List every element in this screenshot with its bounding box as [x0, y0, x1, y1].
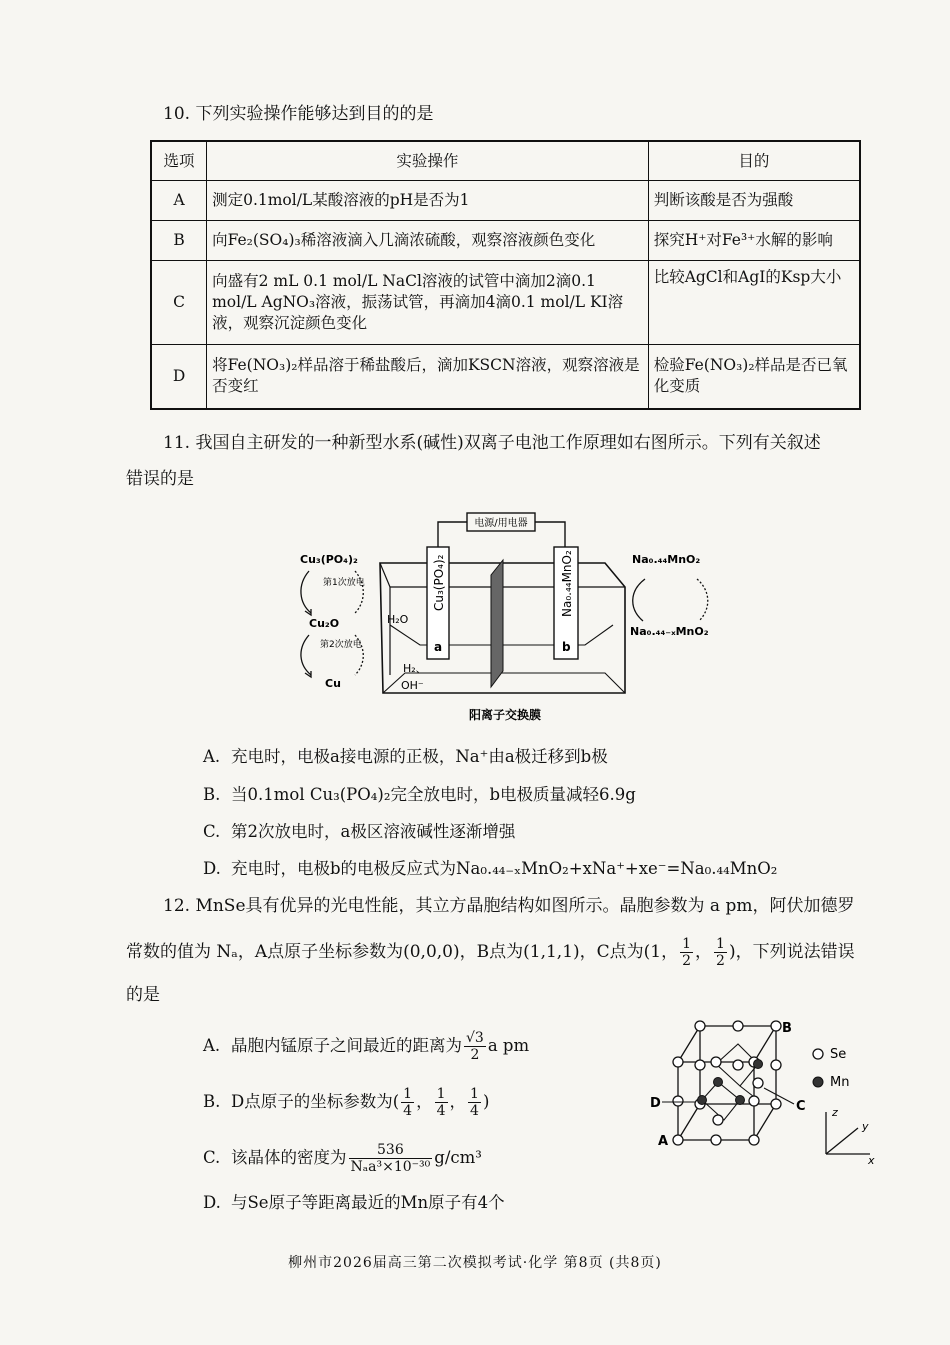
battery-diagram — [295, 505, 715, 730]
axis-y — [826, 1128, 858, 1154]
membrane — [491, 560, 503, 687]
row-option: B — [151, 221, 207, 261]
choice-text-suffix: ) — [482, 1092, 490, 1111]
fraction-quarter — [401, 1086, 414, 1119]
h2o-label: H₂O — [387, 613, 409, 626]
frac-den: 2 — [716, 953, 725, 969]
frac-num: 1 — [716, 936, 725, 952]
electrode-b-letter: b — [562, 640, 571, 654]
na044mno2-label: Na₀.₄₄MnO₂ — [632, 553, 701, 566]
q11-choice-d — [203, 858, 777, 880]
na044xmno2-label: Na₀.₄₄₋ₓMnO₂ — [630, 625, 709, 638]
table-row — [151, 181, 860, 221]
table-row — [151, 345, 860, 409]
choice-label: A. — [203, 1036, 221, 1055]
se-atoms — [673, 1021, 781, 1145]
cu2o-label: Cu₂O — [309, 617, 340, 630]
electrode-left-label: Cu₃(PO₄)₂ — [432, 554, 446, 611]
frac-den: 2 — [682, 953, 692, 969]
fraction-quarter — [435, 1086, 448, 1119]
row-option: A — [151, 181, 207, 221]
q12-line2-prefix: 常数的值为 Nₐ，A点原子坐标参数为(0,0,0)，B点为(1,1,1)，C点为(1， — [126, 942, 679, 962]
q10-title: 10. 下列实验操作能够达到目的的是 — [163, 104, 434, 124]
label-B: B — [782, 1021, 792, 1036]
choice-label: B. — [203, 785, 221, 804]
frac-den: 4 — [436, 1103, 446, 1119]
choice-text: 第2次放电时，a极区溶液碱性逐渐增强 — [231, 822, 516, 841]
cube-edge — [678, 1026, 700, 1062]
axis-x-label: x — [868, 1154, 875, 1167]
oh-label: OH⁻ — [401, 679, 424, 692]
q11-choice-c — [203, 821, 515, 843]
discharge-arrow-2 — [301, 635, 311, 675]
choice-text: 充电时，电极a接电源的正极，Na⁺由a极迁移到b极 — [231, 747, 608, 766]
legend-mn-marker — [813, 1077, 823, 1087]
q12-choice-a — [203, 1030, 529, 1063]
fraction-sqrt3-2 — [464, 1030, 486, 1063]
choice-label: C. — [203, 822, 221, 841]
choice-label: D. — [203, 859, 221, 878]
cube-edge — [678, 1104, 700, 1140]
fraction-density — [349, 1142, 433, 1175]
fraction-half — [714, 936, 727, 969]
frac-num: 1 — [682, 936, 692, 952]
experiment-table — [150, 140, 861, 410]
row-option: D — [151, 345, 207, 409]
row-operation: 测定0.1mol/L某酸溶液的pH是否为1 — [207, 181, 649, 221]
q12-choice-b: B. D点原子的坐标参数为( $\frac{1}{4}$ ， $\frac{1}{4}$ ， $\frac{1}{4}$ ) — [203, 1086, 490, 1119]
device-label: 电源/用电器 — [474, 518, 528, 529]
q11-line2: 错误的是 — [126, 469, 194, 489]
q12-line3: 的是 — [126, 985, 160, 1005]
electrode-right-label: Na₀.₄₄MnO₂ — [560, 550, 574, 617]
frac-den: 4 — [470, 1103, 479, 1119]
crystal-cell-diagram — [648, 1018, 888, 1168]
q11-choice-a — [203, 746, 608, 768]
wire-right — [535, 522, 565, 547]
membrane-label: 阳离子交换膜 — [468, 708, 542, 722]
q12-line2: 常数的值为 Nₐ，A点原子坐标参数为(0,0,0)，B点为(1,1,1)，C点为(1， $\frac{1}{2}$ ， $\frac{1}{2}$ )，下列说法错误 — [126, 936, 855, 969]
frac-num: √3 — [466, 1030, 484, 1046]
choice-text: 当0.1mol Cu₃(PO₄)₂完全放电时，b电极质量减轻6.9g — [231, 785, 636, 804]
row-operation: 将Fe(NO₃)₂样品溶于稀盐酸后，滴加KSCN溶液，观察溶液是否变红 — [207, 345, 649, 409]
q11-choice-b — [203, 784, 636, 806]
choice-text-suffix: a pm — [487, 1036, 530, 1055]
frac-num: 1 — [470, 1086, 479, 1102]
choice-text-suffix: g/cm³ — [434, 1148, 482, 1167]
label-D: D — [650, 1096, 661, 1111]
frac-den: Nₐa³×10⁻³⁰ — [350, 1159, 431, 1175]
row-operation: 向Fe₂(SO₄)₃稀溶液滴入几滴浓硫酸，观察溶液颜色变化 — [207, 221, 649, 261]
row-goal: 比较AgCl和AgI的Ksp大小 — [648, 261, 860, 345]
first-discharge-label: 第1次放电 — [323, 578, 365, 588]
cu3po4-label: Cu₃(PO₄)₂ — [300, 553, 358, 566]
q12-line2-suffix: )，下列说法错误 — [728, 942, 855, 962]
axis-y-label: y — [862, 1120, 869, 1133]
second-discharge-label: 第2次放电 — [320, 640, 362, 650]
row-option: C — [151, 261, 207, 345]
wire-left — [438, 522, 467, 547]
choice-text: 该晶体的密度为 — [231, 1148, 347, 1167]
legend-mn: Mn — [830, 1075, 850, 1090]
fraction-quarter — [468, 1086, 481, 1119]
frac-num: 1 — [436, 1086, 446, 1102]
choice-label: B. — [203, 1092, 221, 1111]
cu-label: Cu — [325, 677, 341, 690]
frac-den: 2 — [470, 1047, 480, 1063]
label-C: C — [796, 1099, 806, 1114]
legend-se-marker — [813, 1049, 823, 1059]
legend-se: Se — [830, 1047, 847, 1062]
q12-choice-d — [203, 1192, 505, 1214]
bond-lines — [702, 1082, 740, 1120]
tank-left-edge — [380, 563, 390, 587]
right-arrow-down — [633, 579, 645, 621]
row-goal: 探究H⁺对Fe³⁺水解的影响 — [648, 221, 860, 261]
q11-line1: 11. 我国自主研发的一种新型水系(碱性)双离子电池工作原理如右图所示。下列有关叙述 — [163, 433, 821, 453]
discharge-arrow-1 — [301, 571, 311, 613]
row-goal: 判断该酸是否为强酸 — [648, 181, 860, 221]
row-goal: 检验Fe(NO₃)₂样品是否已氧化变质 — [648, 345, 860, 409]
header-goal: 目的 — [648, 141, 860, 181]
electrode-a-letter: a — [434, 640, 443, 654]
frac-den: 4 — [403, 1103, 413, 1119]
row-operation: 向盛有2 mL 0.1 mol/L NaCl溶液的试管中滴加2滴0.1 mol/L AgNO₃溶液，振荡试管，再滴加4滴0.1 mol/L KI溶液，观察沉淀颜色变化 — [207, 261, 649, 345]
choice-text: D点原子的坐标参数为( — [231, 1092, 400, 1111]
table-header-row — [151, 141, 860, 181]
header-operation: 实验操作 — [207, 141, 649, 181]
choice-label: C. — [203, 1148, 221, 1167]
q12-line1: 12. MnSe具有优异的光电性能，其立方晶胞结构如图所示。晶胞参数为 a pm，阿伏加德罗 — [163, 896, 855, 916]
page-footer: 柳州市2026届高三第二次模拟考试·化学 第8页 (共8页) — [288, 1255, 662, 1271]
axis-z-label: z — [832, 1106, 838, 1119]
choice-text: 晶胞内锰原子之间最近的距离为 — [231, 1036, 462, 1055]
fraction-half — [680, 936, 693, 969]
choice-text: 与Se原子等距离最近的Mn原子有4个 — [231, 1193, 505, 1212]
choice-text: 充电时，电极b的电极反应式为Na₀.₄₄₋ₓMnO₂+xNa⁺+xe⁻=Na₀.₄₄MnO₂ — [231, 859, 778, 878]
right-arrow-up — [697, 579, 708, 621]
cube-edge — [754, 1104, 776, 1140]
header-option: 选项 — [151, 141, 207, 181]
table-row — [151, 261, 860, 345]
table-row — [151, 221, 860, 261]
frac-num: 536 — [349, 1142, 433, 1159]
h2-label: H₂、 — [403, 662, 427, 675]
q12-choice-c — [203, 1142, 482, 1175]
choice-label: A. — [203, 747, 221, 766]
label-A: A — [658, 1134, 669, 1149]
frac-num: 1 — [403, 1086, 413, 1102]
choice-label: D. — [203, 1193, 221, 1212]
cube-edge — [754, 1026, 776, 1062]
